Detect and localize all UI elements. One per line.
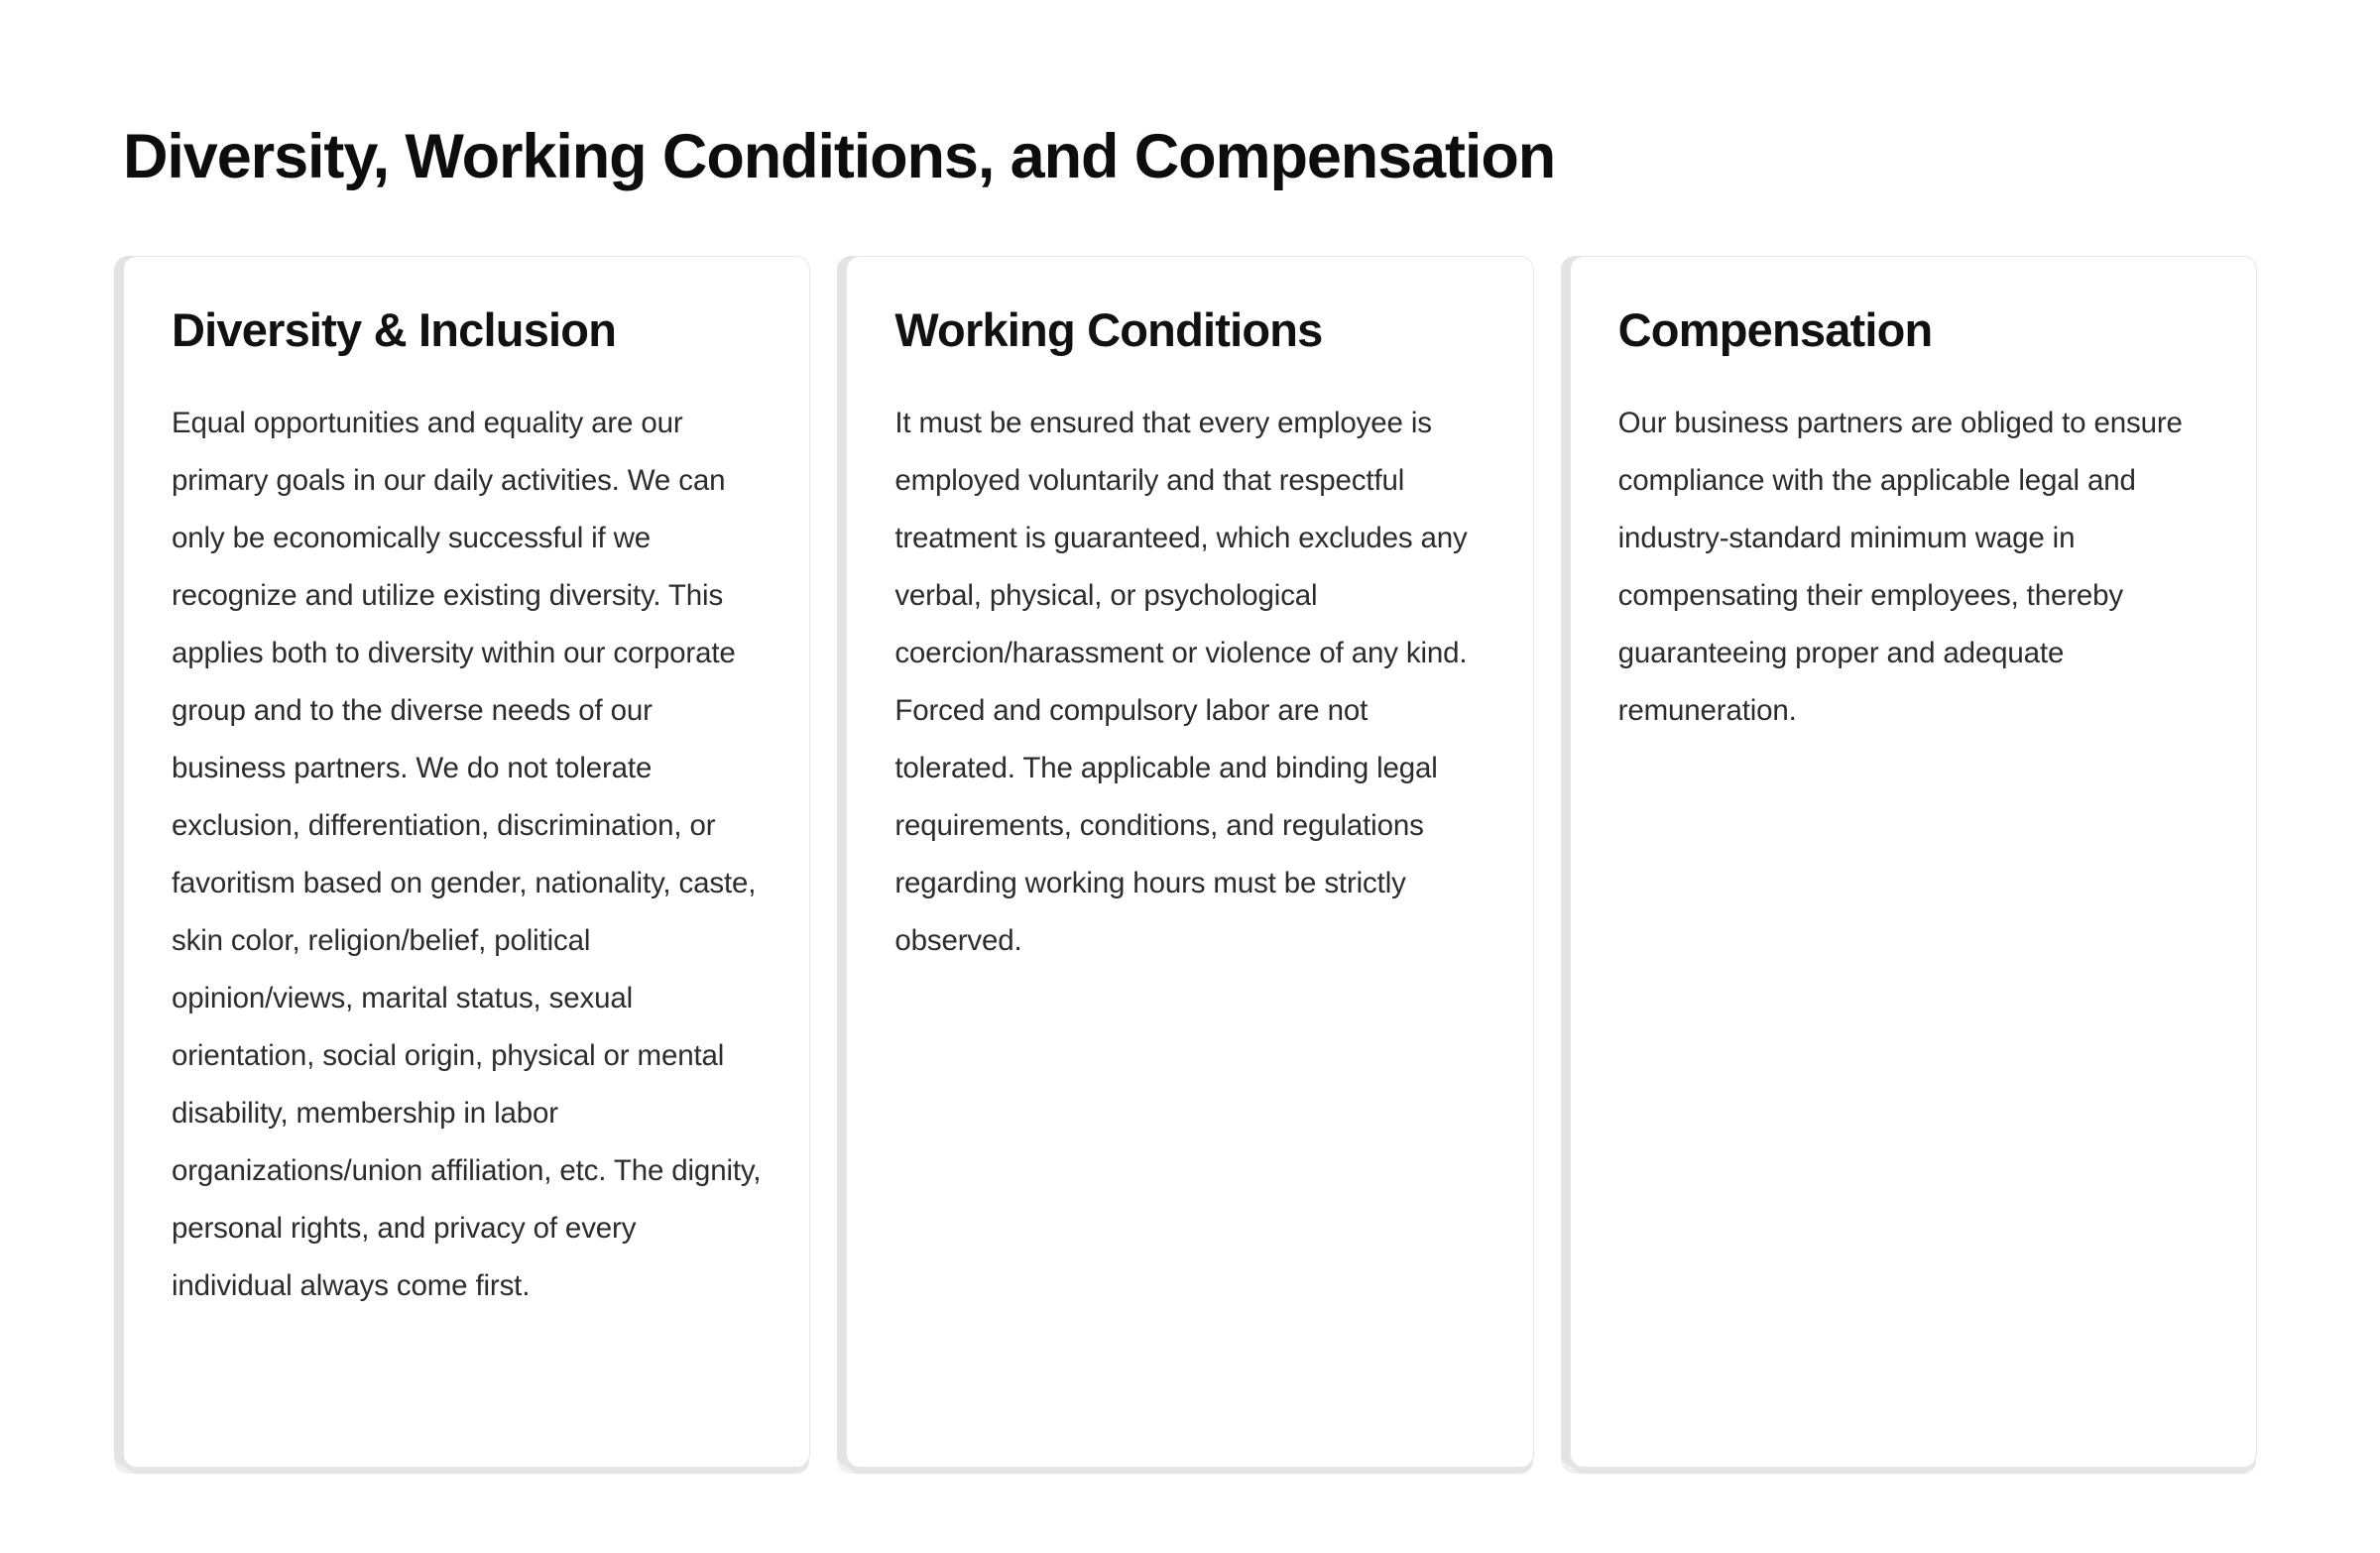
card-working-conditions xyxy=(846,256,1533,1468)
card-diversity-inclusion xyxy=(123,256,810,1468)
card-title: Compensation xyxy=(1617,303,1933,356)
card-body-text: Equal opportunities and equality are our primary goals in our daily activities. We can only be economically successful if we recognize and utilize existing diversity. This applies both to diversity within our corporate group and to the diverse needs of our business partners. We do not tolerate exclusion, differentiation, discrimination, or favoritism based on gender, nationality, caste, skin color, religion/belief, political opinion/views, marital status, sexual orientation, social origin, physical or mental disability, membership in labor organizations/union affiliation, etc. The dignity, personal rights, and privacy of every individual always come first. xyxy=(172,406,770,1302)
card-content xyxy=(1618,304,2208,740)
card-title: Diversity & Inclusion xyxy=(172,303,617,356)
card-content xyxy=(894,304,1485,970)
cards-row xyxy=(123,256,2257,1468)
page-title: Diversity, Working Conditions, and Compensation xyxy=(123,122,1556,192)
card-body-text: Our business partners are obliged to ensure compliance with the applicable legal and industry-standard minimum wage in compensating their employees, thereby guaranteeing proper and adequate remuneration. xyxy=(1617,406,2191,727)
card-compensation xyxy=(1570,256,2257,1468)
card-title: Working Conditions xyxy=(894,303,1323,356)
card-body-text: It must be ensured that every employee is employed voluntarily and that respectful treatment is guaranteed, which excludes any verbal, physical, or psychological coercion/harassment or violence of any kind. Forced and compulsory labor are not tolerated. The applicable and binding legal requirements, conditions, and regulations regarding working hours must be strictly observed. xyxy=(894,406,1476,957)
card-content xyxy=(172,303,770,1315)
